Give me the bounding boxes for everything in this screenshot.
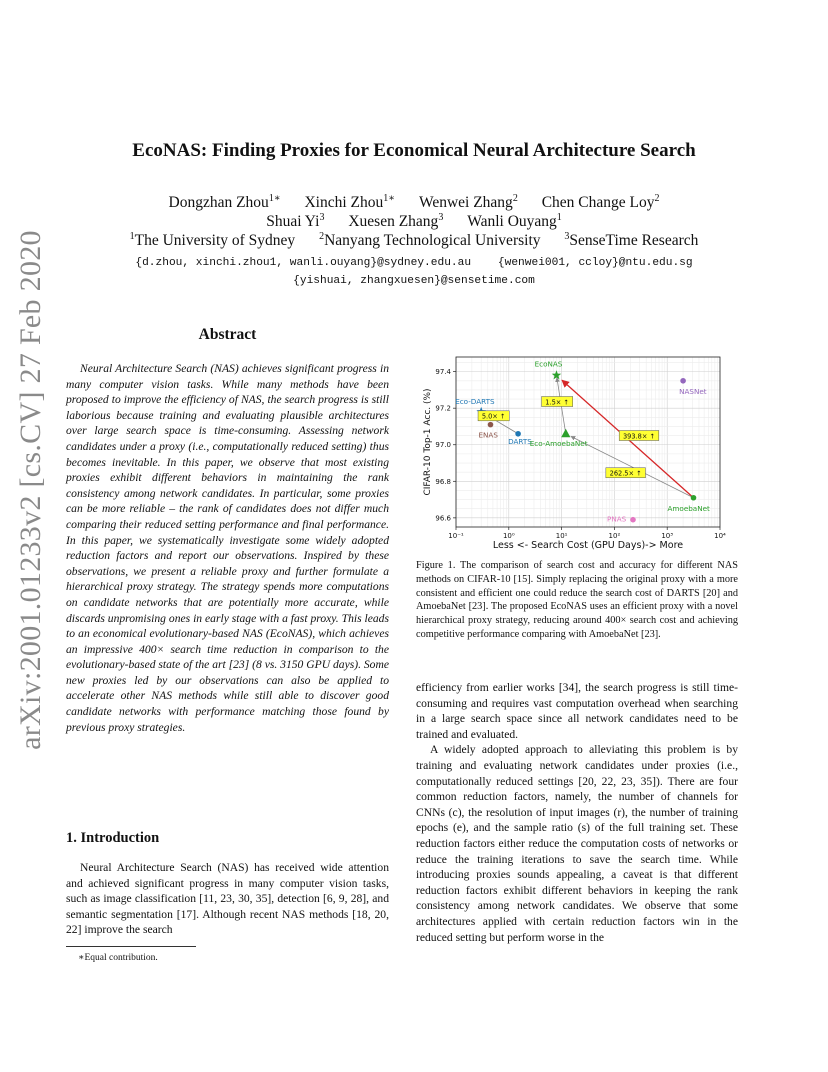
y-tick-label: 97.0: [435, 441, 451, 450]
x-axis-ticks: [448, 527, 726, 540]
intro-paragraph: Neural Architecture Search (NAS) has received wide attention and achieved significant progress in many computer vision tasks, such as image classification [11, 23, 30, 35], detection [6, 9, 28], and semantic segmentation [17]. Although recent NAS methods [18, 20, 22] improve the search: [66, 861, 389, 937]
x-tick-label: 10⁴: [714, 532, 726, 540]
figure-caption: Figure 1. The comparison of search cost and accuracy for different NAS methods on CIFAR-10 [15]. Simply replacing the original proxy with a more consistent and efficient one could reduce the search cost of DARTS [20] and AmoebaNet [23]. The proposed EcoNAS uses an efficient proxy with a novel hierarchical proxy strategy, reducing around 400× search cost and achieving competitive performance comparing with AmoebaNet [23].: [416, 560, 738, 640]
y-axis-ticks: [435, 368, 456, 522]
affiliation: $^2$Nanyang Technological University: [319, 230, 541, 249]
abstract-text: Neural Architecture Search (NAS) achieves significant progress in many computer vision tasks. While many methods have been proposed to improve the efficiency of NAS, the search progress is still laborious because training and evaluating plausible architectures over large search space is time-consuming. Assessing network candidates under a proxy (i.e., computationally reduced setting) thus becomes inevitable. In this paper, we observe that most existing proxies exhibit different behaviors in maintaining the rank consistency among network candidates. In particular, some proxies can be more reliable – the rank of candidates does not differ much comparing their reduced setting performance and final performance. In this paper, we systematically investigate some widely adopted reduction factors and report our observations. Inspired by these observations, we present a reliable proxy and further formulate a hierarchical proxy strategy. The strategy spends more computations on candidate networks that are potentially more accurate, while discards unpromising ones in early stage with a fast proxy. This leads to an economical evolutionary-based NAS (EcoNAS), which achieves an impressive 400× search time reduction in comparison to the evolutionary-based state of the art [23] (8 vs. 3150 GPU days). Some new proxies led by our observations can also be applied to accelerate other NAS methods while still able to discover good candidate networks with performance matching those found by previous proxy strategies.: [66, 362, 389, 734]
author: Wanli Ouyang$^1$: [467, 211, 562, 230]
y-axis-label: CIFAR-10 Top-1 Acc. (%): [423, 388, 433, 496]
author: Chen Change Loy$^2$: [541, 192, 660, 211]
point-label: EcoNAS: [534, 359, 563, 369]
x-tick-label: 10⁻¹: [448, 532, 464, 540]
speedup-badge: [606, 468, 646, 478]
point-label: Eco-DARTS: [455, 396, 495, 406]
y-tick-label: 97.4: [435, 368, 451, 377]
speedup-badge-text: 262.5× ↑: [609, 469, 642, 478]
x-tick-label: 10¹: [555, 532, 568, 540]
x-axis-label: Less <- Search Cost (GPU Days)-> More: [492, 540, 684, 551]
point-label: Eco-AmoebaNet: [529, 438, 588, 448]
x-tick-label: 10³: [661, 532, 674, 540]
chart-grid: [456, 357, 720, 527]
speedup-badge-text: 393.8× ↑: [622, 432, 656, 441]
right-column-text: [416, 680, 738, 945]
data-point-amoebanet: [691, 495, 697, 501]
author: Dongzhan Zhou$^{1∗}$: [168, 192, 281, 211]
point-label: NASNet: [679, 386, 707, 396]
x-tick-label: 10⁰: [502, 532, 515, 540]
point-label: AmoebaNet: [667, 503, 710, 513]
emails-line-1: {d.zhou, xinchi.zhou1, wanli.ouyang}@sydney.edu.au {wenwei001, ccloy}@ntu.edu.sg: [135, 257, 693, 269]
paragraph: A widely adopted approach to alleviating this problem is by training and evaluating network candidates under proxies (i.e., computationally reduced settings [20, 22, 23, 35]). There are four common reduction factors, namely, the number of channels for CNNs (c), the resolution of input images (r), the number of training epochs (e), and the sample ratio (s) of the full training set. These reduction factors either reduce the computation costs of networks or reduce the training iterations to save the search time. While introducing proxies sounds appealing, a caveat is that different reduction factors exhibit different behaviors in keeping the rank consistency among network candidates. We observe that some architectures applied with certain reduction factors win in the reduced setting but perform worse in the: [416, 743, 738, 944]
point-label: ENAS: [478, 430, 498, 440]
arxiv-stamp: [6, 230, 56, 750]
speedup-badge-text: 5.0× ↑: [481, 412, 506, 421]
speedup-badge: [542, 397, 573, 407]
y-tick-label: 97.2: [435, 404, 451, 413]
point-labels: [455, 359, 710, 523]
footnote-divider: [66, 946, 196, 947]
data-point-pnas: [630, 517, 636, 523]
data-point-eco-amoebanet: [561, 429, 570, 438]
data-point-enas: [488, 422, 494, 428]
y-tick-label: 96.6: [435, 514, 451, 523]
paper-title: EcoNAS: Finding Proxies for Economical Neural Architecture Search: [132, 140, 696, 161]
authors-line-2: [0, 213, 828, 231]
paragraph: efficiency from earlier works [34], the search progress is still time-consuming and requires vast computation overhead when searching in a large search space since all network candidates need to be trained and evaluated.: [416, 681, 738, 741]
y-tick-label: 96.8: [435, 477, 451, 486]
plot-frame: [456, 357, 720, 527]
author: Wenwei Zhang$^2$: [418, 192, 518, 211]
improvement-arrow: [571, 436, 694, 497]
point-label: DARTS: [508, 436, 532, 446]
data-point-nasnet: [680, 378, 686, 384]
affiliation: $^1$The University of Sydney: [129, 230, 296, 249]
author: Xuesen Zhang$^3$: [348, 211, 444, 230]
emails-line-2: {yishuai, zhangxuesen}@sensetime.com: [293, 275, 535, 287]
abstract-heading: Abstract: [198, 326, 257, 343]
figure-1-chart: [416, 352, 738, 557]
affiliation: $^3$SenseTime Research: [564, 230, 699, 249]
affiliations: [0, 232, 828, 250]
speedup-badge: [478, 411, 509, 421]
x-tick-label: 10²: [608, 532, 621, 540]
data-point-darts: [515, 431, 521, 437]
author: Xinchi Zhou$^{1∗}$: [304, 192, 396, 211]
speedup-badge: [619, 431, 659, 441]
author: Shuai Yi$^3$: [266, 211, 325, 230]
point-label: PNAS: [606, 514, 627, 524]
section-heading-introduction: 1. Introduction: [66, 830, 160, 846]
arxiv-stamp-text: arXiv:2001.01233v2 [cs.CV] 27 Feb 2020: [14, 230, 47, 750]
authors-line-1: [0, 194, 828, 212]
footnote: ∗Equal contribution.: [78, 953, 158, 963]
speedup-badge-text: 1.5× ↑: [545, 398, 569, 407]
